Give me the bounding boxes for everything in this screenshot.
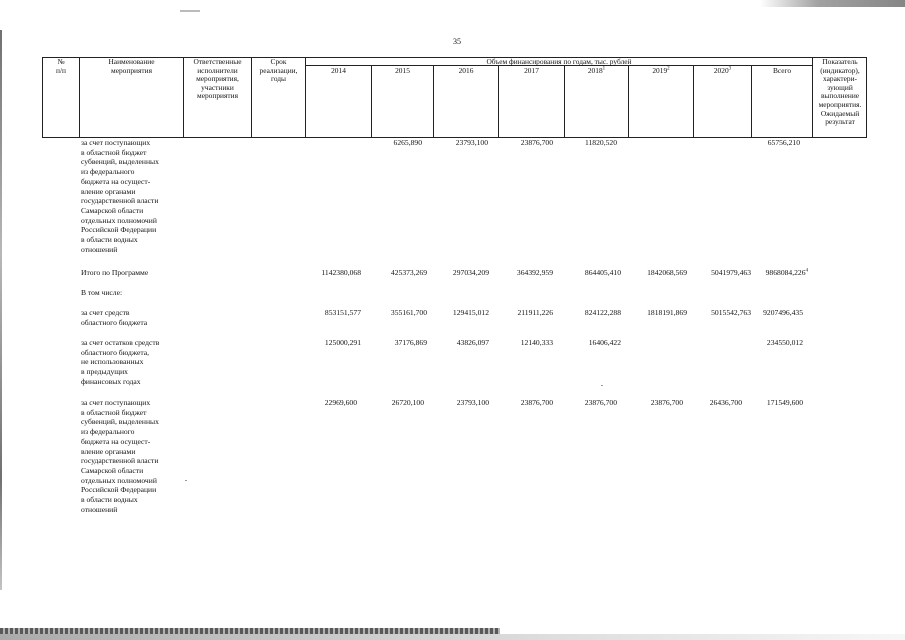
scan-speck (185, 480, 187, 481)
cell-2014: 1142380,068 (321, 268, 361, 277)
row-name: В том числе: (81, 288, 123, 297)
cell-total: 234550,012 (766, 338, 803, 347)
cell-2014: 853151,577 (324, 308, 361, 317)
cell-2016: 23793,100 (455, 138, 488, 147)
header-name: Наименование мероприятия (108, 57, 155, 75)
cell-2018: 11820,520 (585, 138, 617, 147)
cell-2019: 1842068,569 (647, 268, 687, 277)
header-total: Всего (772, 66, 792, 75)
row-name: за счет средств областного бюджета (81, 308, 148, 327)
cell-2015: 355161,700 (390, 308, 427, 317)
header-year-2017: 2017 (524, 66, 539, 75)
cell-2015: 26720,100 (391, 398, 424, 407)
cell-2019: 1818191,869 (647, 308, 687, 317)
row-name: за счет поступающих в областной бюджет субвенций, выделенных из федерального бюджета на осущест- вление органами государственной власти Самарской области отдельных полномочий Российской Федерации в области водных отношений (81, 138, 159, 254)
header-term: Срок реализации, годы (259, 57, 298, 84)
cell-2018: 864405,410 (584, 268, 621, 277)
scan-edge-left (0, 30, 2, 590)
cell-2016: 297034,209 (452, 268, 489, 277)
scan-speck (601, 385, 603, 386)
header-year-2015: 2015 (395, 66, 410, 75)
header-year-2019: 2019$^2$ (652, 66, 670, 75)
cell-2020: 26436,700 (709, 398, 742, 407)
cell-2018: 23876,700 (584, 398, 617, 407)
cell-2018: 16406,422 (588, 338, 621, 347)
header-num: № п/п (56, 57, 66, 75)
cell-total: 65756,210 (767, 138, 800, 147)
scan-edge-bottom-shadow (0, 634, 905, 640)
cell-2014: 125000,291 (324, 338, 361, 347)
cell-2020: 5041979,463 (711, 268, 751, 277)
cell-2015: 37176,869 (394, 338, 427, 347)
cell-total: 9868084,226$^4$ (765, 268, 808, 277)
scan-speck (180, 10, 200, 12)
cell-2016: 129415,012 (452, 308, 489, 317)
cell-2017: 364392,959 (516, 268, 553, 277)
cell-total: 171549,600 (766, 398, 803, 407)
header-indicator: Показатель (индикатор), характери- зующий выполнение мероприятия. Ожидаемый результат (818, 57, 862, 127)
cell-2018: 824122,288 (584, 308, 621, 317)
cell-2015: 6265,890 (393, 138, 422, 147)
cell-2015: 425373,269 (390, 268, 427, 277)
header-year-2016: 2016 (458, 66, 474, 75)
row-name: за счет поступающих в областной бюджет субвенций, выделенных из федерального бюджета на осущест- вление органами государственной власти Самарской области отдельных полномочий Российской Федерации в области водных отношений (81, 398, 159, 514)
page-number: 35 (453, 37, 461, 46)
cell-2016: 23793,100 (456, 398, 489, 407)
cell-2017: 211911,226 (517, 308, 553, 317)
cell-2016: 43826,097 (456, 338, 489, 347)
cell-total: 9207496,435 (763, 308, 803, 317)
row-name: за счет остатков средств областного бюджета, не использованных в предыдущих финансовых годах (81, 338, 160, 386)
header-funding-title: Объем финансирования по годам, тыс. рублей (486, 56, 632, 66)
cell-2019: 23876,700 (650, 398, 683, 407)
row-name: Итого по Программе (81, 268, 149, 277)
cell-2017: 23876,700 (520, 138, 553, 147)
header-year-2014: 2014 (331, 66, 346, 75)
header-year-2018: 2018$^1$ (587, 66, 606, 75)
cell-2020: 5015542,763 (711, 308, 751, 317)
header-responsible: Ответственные исполнители мероприятия, участники мероприятия (193, 57, 242, 101)
cell-2017: 23876,700 (520, 398, 553, 407)
scan-edge-top (760, 0, 905, 7)
cell-2017: 12140,333 (520, 338, 553, 347)
header-year-2020: 2020$^3$ (713, 66, 732, 75)
cell-2014: 22969,600 (324, 398, 357, 407)
